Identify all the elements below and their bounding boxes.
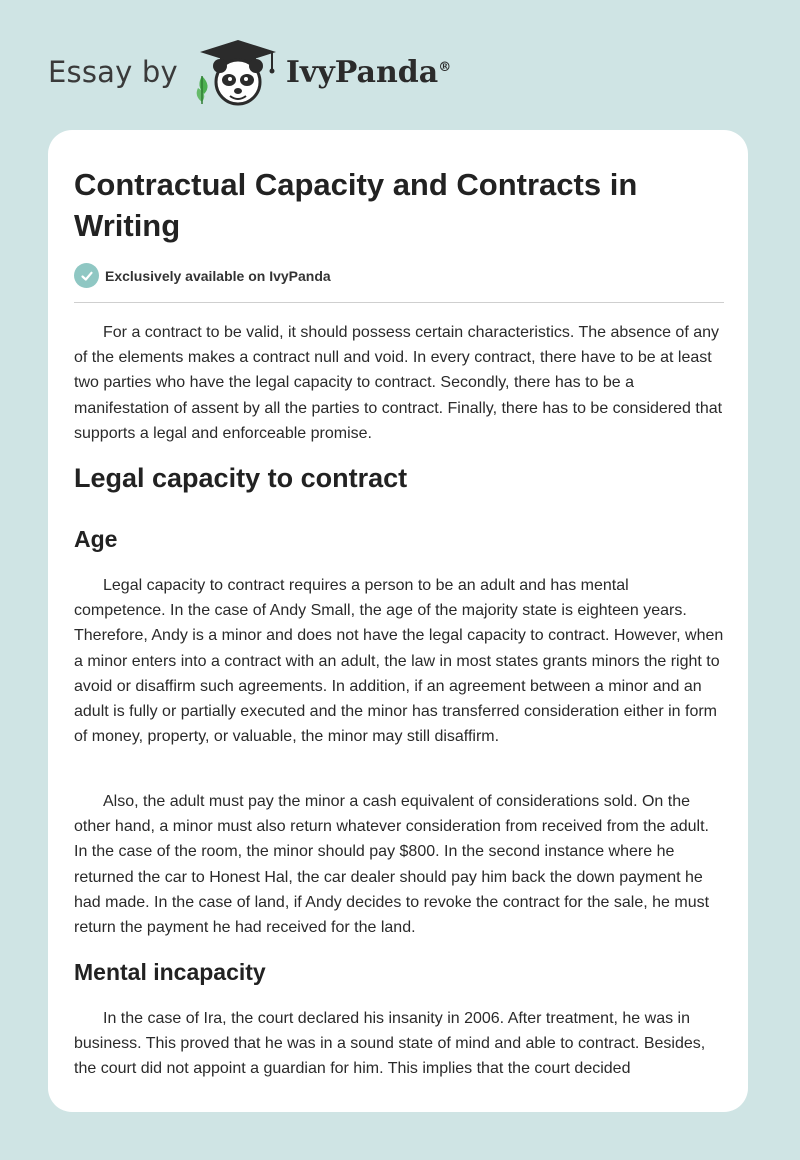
brand-name[interactable]: IvyPanda® bbox=[285, 54, 452, 90]
mental-paragraph-1: In the case of Ira, the court declared his insanity in 2006. After treatment, he was in business. This proved that he was in a sound state of mind and able to contract. Besides, the court did not appoint a guardian for him. This implies that the court decided bbox=[74, 1010, 706, 1078]
check-icon bbox=[74, 263, 99, 288]
essay-by-label: Essay by bbox=[48, 55, 178, 89]
exclusive-badge bbox=[74, 263, 331, 288]
subheading-mental-incapacity: Mental incapacity bbox=[74, 959, 266, 985]
age-paragraph-1: Legal capacity to contract requires a person to be an adult and has mental competence. In the case of Andy Small, the age of the majority state is eighteen years. Therefore, Andy is a minor and does not have the legal capacity to contract. However, when a minor enters into a contract with an adult, the law in most states grants minors the right to avoid or disaffirm such agreements. In addition, if an agreement between a minor and an adult is fully or partially executed and the minor has transferred consideration either in form of money, property, or valuable, the minor may still disaffirm. bbox=[74, 577, 724, 746]
divider bbox=[74, 302, 724, 303]
intro-paragraph: For a contract to be valid, it should possess certain characteristics. The absence of any of the elements makes a contract null and void. In every contract, there have to be at least two parties who have the legal capacity to contract. Secondly, there has to be a manifestation of assent by all the parties to contract. Finally, there has to be considered that supports a legal and enforceable promise. bbox=[74, 324, 723, 442]
subheading-age: Age bbox=[74, 526, 118, 552]
age-paragraph-2: Also, the adult must pay the minor a cash equivalent of considerations sold. On the other hand, a minor must also return whatever consideration from received from the adult. In the case of the room, the minor should pay $800. In the second instance where he returned the car to Honest Hal, the car dealer should pay him back the down payment he had made. In the case of land, if Andy decides to revoke the contract for the sale, he must return the payment he had received for the land. bbox=[74, 793, 710, 937]
ivypanda-logo-icon[interactable] bbox=[192, 36, 284, 108]
essay-card bbox=[48, 130, 748, 1112]
page-title: Contractual Capacity and Contracts in Writing bbox=[74, 167, 638, 243]
section-heading-legal-capacity: Legal capacity to contract bbox=[74, 463, 408, 493]
exclusive-label: Exclusively available on IvyPanda bbox=[105, 267, 331, 284]
site-header bbox=[48, 36, 451, 108]
